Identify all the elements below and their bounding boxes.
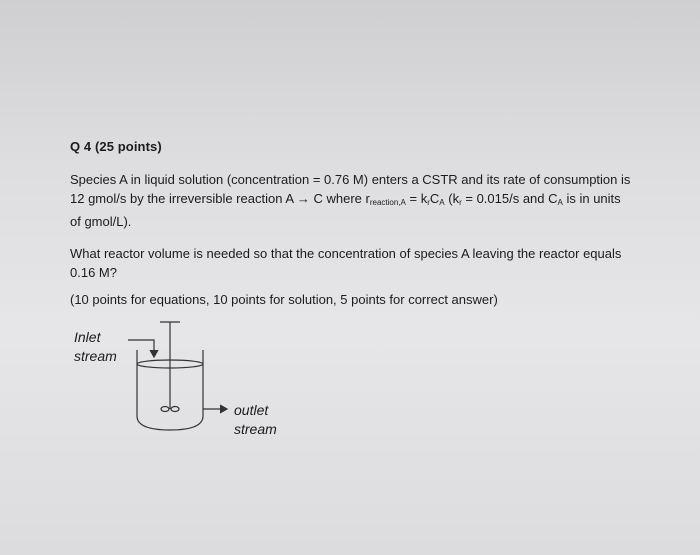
paragraph-2-line-1: What reactor volume is needed so that the concentration of species A leaving the reactor equals <box>70 246 622 261</box>
outlet-arrowhead <box>220 405 227 413</box>
impeller-right <box>171 407 179 412</box>
question-heading: Q 4 (25 points) <box>70 139 162 154</box>
paragraph-1-line-3: of gmol/L). <box>70 214 132 229</box>
paragraph-1-line-2: 12 gmol/s by the irreversible reaction A → C where $r_{reaction,A} = k_rC_A$ ($k_r = 0.015/s$ and $C_A$ is in units <box>70 191 621 207</box>
impeller-left <box>161 407 169 412</box>
question-paragraph-3: (10 points for equations, 10 points for solution, 5 points for correct answer) <box>70 292 498 307</box>
inlet-label: Inlet stream <box>74 329 117 364</box>
paragraph-2-line-2: 0.16 M? <box>70 265 117 280</box>
inlet-arrowhead <box>150 350 158 357</box>
paragraph-1-line-1: Species A in liquid solution (concentration = 0.76 M) enters a CSTR and its rate of consumption is <box>70 172 631 187</box>
inlet-pipe <box>128 340 154 355</box>
outlet-label: outlet stream <box>234 402 277 437</box>
